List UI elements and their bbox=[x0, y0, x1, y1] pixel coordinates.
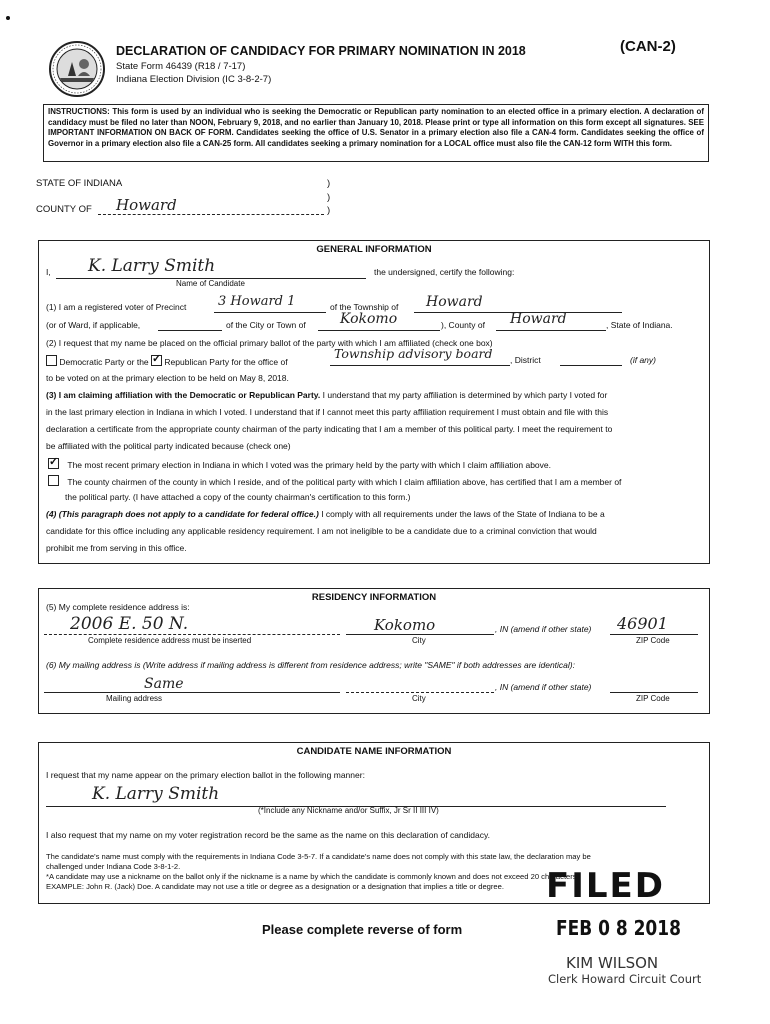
city-line bbox=[318, 330, 440, 331]
voter-record-request: I also request that my name on my voter registration record be the same as the name on this declaration of candidacy. bbox=[46, 830, 490, 840]
paragraph-4-line3: prohibit me from serving in this office. bbox=[46, 543, 187, 553]
form-code: (CAN-2) bbox=[620, 38, 676, 55]
township-value: Howard bbox=[426, 294, 483, 310]
paragraph-3-rest: I understand that my party affiliation is determined by which party I voted for bbox=[320, 390, 608, 400]
city-caption: City bbox=[412, 636, 426, 645]
instructions-box bbox=[43, 104, 709, 162]
state-suffix: , State of Indiana. bbox=[606, 320, 673, 330]
paragraph-4-italic: (4) (This paragraph does not apply to a candidate for federal office.) bbox=[46, 509, 319, 519]
city-caption-2: City bbox=[412, 694, 426, 703]
in-label-2: , IN (amend if other state) bbox=[495, 682, 592, 692]
section-title: CANDIDATE NAME INFORMATION bbox=[296, 746, 452, 757]
mailing-prompt: (6) My mailing address is (Write address if mailing address is different from residence address; write "SAME" if both addresses are identical): bbox=[46, 660, 575, 670]
precinct-line bbox=[214, 312, 326, 313]
paragraph-3-line2: in the last primary election in Indiana in which I voted. I understand that if I cannot meet this party affiliation requirement I must obtain and file with this bbox=[46, 407, 609, 417]
county2-value: Howard bbox=[510, 311, 567, 327]
name-note-3: *A candidate may use a nickname on the ballot only if the nickname is a name by which the candidate is commonly known and does not exceed 20 characters. bbox=[46, 872, 579, 881]
city-label: of the City or Town of bbox=[226, 320, 306, 330]
republican-label: Republican Party for the office of bbox=[164, 357, 288, 367]
paren: ) bbox=[327, 192, 331, 203]
name-note-1: The candidate's name must comply with the requirements in Indiana Code 3-5-7. If a candidate's name does not comply with this state law, the declaration may be bbox=[46, 852, 591, 861]
affiliation-option-2 bbox=[48, 475, 621, 487]
address-caption: Complete residence address must be inserted bbox=[88, 636, 252, 645]
democratic-label: Democratic Party or the bbox=[59, 357, 149, 367]
filed-stamp: FILED bbox=[546, 866, 665, 906]
filed-stamp-name: KIM WILSON bbox=[566, 954, 659, 972]
paragraph-3-line1 bbox=[46, 390, 607, 400]
name-caption: Name of Candidate bbox=[176, 279, 245, 288]
paragraph-3-line4: be affiliated with the political party indicated because (check one) bbox=[46, 441, 291, 451]
district-line bbox=[560, 365, 622, 366]
if-any: (if any) bbox=[630, 355, 656, 365]
district-label: , District bbox=[510, 355, 541, 365]
precinct-value: 3 Howard 1 bbox=[218, 294, 296, 309]
affiliation-option-1 bbox=[48, 458, 551, 470]
city-value: Kokomo bbox=[340, 311, 398, 327]
section-title: RESIDENCY INFORMATION bbox=[311, 592, 437, 603]
county-label: COUNTY OF bbox=[36, 204, 92, 215]
section-title: GENERAL INFORMATION bbox=[316, 244, 432, 255]
state-form-number: State Form 46439 (R18 / 7-17) bbox=[116, 61, 246, 72]
in-label: , IN (amend if other state) bbox=[495, 624, 592, 634]
filed-stamp-office: Clerk Howard Circuit Court bbox=[548, 972, 702, 986]
state-seal-icon bbox=[48, 40, 106, 98]
county-value: Howard bbox=[116, 196, 177, 214]
precinct-label: (1) I am a registered voter of Precinct bbox=[46, 302, 187, 312]
party-choice-row bbox=[46, 355, 288, 367]
name-prefix: I, bbox=[46, 267, 51, 277]
residence-prompt: (5) My complete residence address is: bbox=[46, 602, 190, 612]
name-note-4: EXAMPLE: John R. (Jack) Doe. A candidate may not use a title or degree as a designation or a designation that implies a title or degree. bbox=[46, 882, 504, 891]
res-city-line bbox=[346, 634, 494, 635]
option-2-line2: the political party. (I have attached a copy of the county chairman's certification to this form.) bbox=[65, 492, 411, 502]
office-value: Township advisory board bbox=[334, 346, 493, 361]
address-line bbox=[44, 634, 340, 635]
county2-line bbox=[496, 330, 606, 331]
zip-line bbox=[610, 634, 698, 635]
form-title: DECLARATION OF CANDIDACY FOR PRIMARY NOMINATION IN 2018 bbox=[116, 44, 526, 58]
zip-value: 46901 bbox=[617, 614, 668, 633]
paragraph-4-line2: candidate for this office including any applicable residency requirement. I am not ineligible to be a candidate due to a criminal conviction that would bbox=[46, 526, 597, 536]
instructions-text: INSTRUCTIONS: This form is used by an individual who is seeking the Democratic or Republican party nomination to an elected office in a primary election. A declaration of candidacy must be filed no later than NOON, February 9, 2018, and no earlier than January 10, 2018. Please print or type all information on this form except all signatures. SEE IMPORTANT INFORMATION ON BACK OF FORM. Candidates seeking the office of U.S. Senator in a primary election also file a CAN-4 form. Candidates seeking the office of Governor in a primary election also file a CAN-25 form. All candidates seeking a primary nomination for a LOCAL office must also file the CAN-12 form WITH this form. bbox=[48, 107, 704, 148]
paren: ) bbox=[327, 205, 331, 216]
paren: ) bbox=[327, 178, 331, 189]
election-date: to be voted on at the primary election to be held on May 8, 2018. bbox=[46, 373, 289, 383]
election-division: Indiana Election Division (IC 3-8-2-7) bbox=[116, 74, 272, 85]
mailing-caption: Mailing address bbox=[106, 694, 163, 703]
name-suffix: the undersigned, certify the following: bbox=[374, 267, 515, 277]
name-note-2: challenged under Indiana Code 3-8-1-2. bbox=[46, 862, 181, 871]
option-2-checkbox[interactable] bbox=[48, 475, 59, 486]
mailing-line bbox=[44, 692, 340, 693]
zip-caption-2: ZIP Code bbox=[636, 694, 670, 703]
office-line bbox=[330, 365, 510, 366]
county2-label: ), County of bbox=[441, 320, 485, 330]
option-1-checkbox[interactable] bbox=[48, 458, 59, 469]
residence-address-value: 2006 E. 50 N. bbox=[70, 614, 189, 634]
paragraph-4-rest: I comply with all requirements under the laws of the State of Indiana to be a bbox=[318, 509, 605, 519]
mail-city-line bbox=[346, 692, 494, 693]
ballot-request: (2) I request that my name be placed on the official primary ballot of the party with which I am affiliated (check one box) bbox=[46, 338, 493, 348]
democratic-checkbox[interactable] bbox=[46, 355, 57, 366]
ballot-name-prompt: I request that my name appear on the primary election ballot in the following manner: bbox=[46, 770, 365, 780]
county-line bbox=[98, 214, 324, 215]
republican-checkbox[interactable] bbox=[151, 355, 162, 366]
ward-label: (or of Ward, if applicable, bbox=[46, 320, 141, 330]
filed-stamp-date: FEB 0 8 2018 bbox=[556, 916, 681, 940]
paragraph-3-bold: (3) I am claiming affiliation with the Democratic or Republican Party. bbox=[46, 390, 321, 400]
complete-reverse-note: Please complete reverse of form bbox=[262, 922, 463, 937]
mail-zip-line bbox=[610, 692, 698, 693]
mailing-value: Same bbox=[144, 676, 184, 692]
option-1-label: The most recent primary election in Indiana in which I voted was the primary held by the party with which I claim affiliation above. bbox=[67, 460, 552, 470]
township-label: of the Township of bbox=[330, 302, 399, 312]
zip-caption: ZIP Code bbox=[636, 636, 670, 645]
stray-mark bbox=[6, 16, 10, 20]
ballot-name-value: K. Larry Smith bbox=[92, 784, 220, 804]
paragraph-4-line1 bbox=[46, 509, 605, 519]
residence-city-value: Kokomo bbox=[374, 616, 436, 634]
option-2-label: The county chairmen of the county in which I reside, and of the political party with which I claim affiliation above, has certified that I am a member of bbox=[67, 477, 622, 487]
nickname-note: (*Include any Nickname and/or Suffix, Jr Sr II III IV) bbox=[258, 806, 439, 815]
candidate-name-value: K. Larry Smith bbox=[88, 256, 216, 276]
state-label: STATE OF INDIANA bbox=[36, 178, 123, 189]
paragraph-3-line3: declaration a certificate from the appropriate county chairman of the party indicating that I am a member of this political party. I meet the requirement to bbox=[46, 424, 613, 434]
ward-line bbox=[158, 330, 222, 331]
